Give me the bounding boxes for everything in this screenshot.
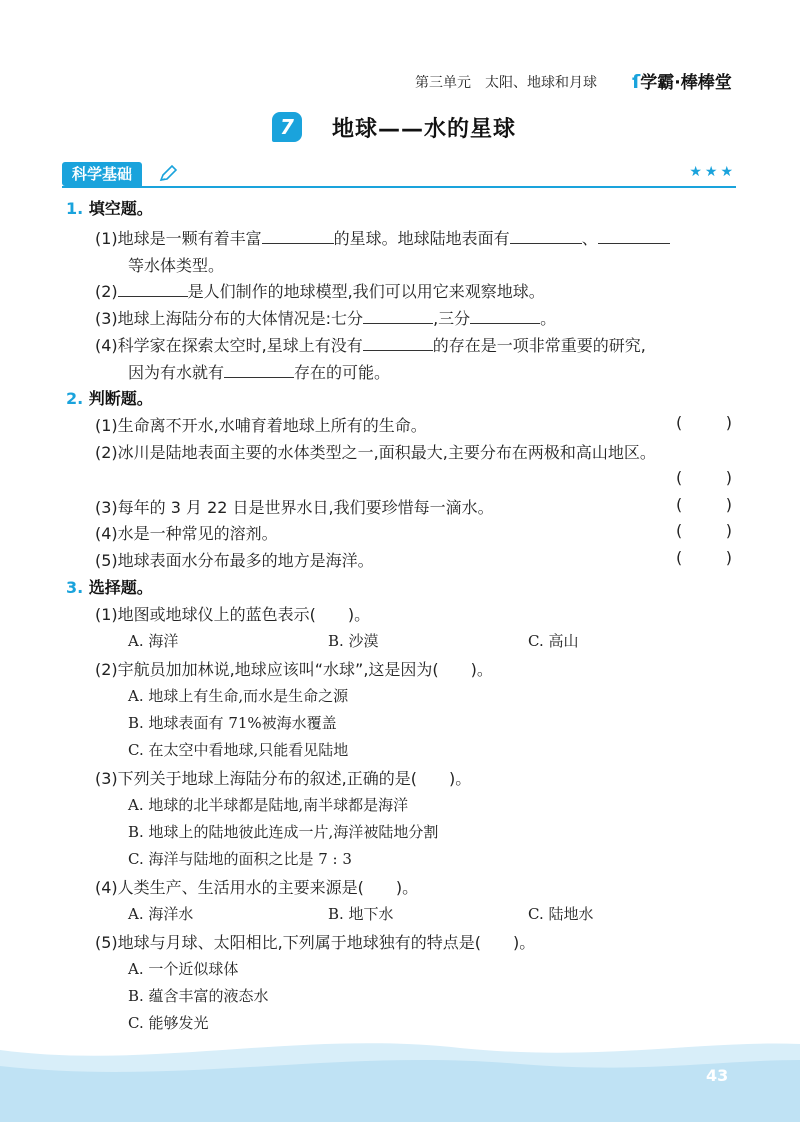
q3-4-option-b[interactable]: B. 地下水 — [328, 905, 394, 923]
q3-5-option-b[interactable]: B. 蕴含丰富的液态水 — [128, 987, 269, 1005]
q1-text: 是人们制作的地球模型,我们可以用它来观察地球。 — [187, 282, 545, 301]
page-number: 43 — [706, 1066, 729, 1085]
q3-2-option-b[interactable]: B. 地球表面有 71%被海水覆盖 — [128, 714, 337, 732]
q1-text: 。 — [540, 309, 557, 328]
q1-line-6 — [128, 360, 390, 383]
unit-header: 第三单元 太阳、地球和月球 — [415, 75, 597, 91]
q3-3-option-a[interactable]: A. 地球的北半球都是陆地,南半球都是海洋 — [128, 796, 409, 814]
q2-number: 2. — [66, 389, 84, 408]
q3-stem-3: (3)下列关于地球上海陆分布的叙述,正确的是( )。 — [95, 769, 472, 788]
paren-close: ) — [725, 548, 732, 567]
q3-stem-1: (1)地图或地球仪上的蓝色表示( )。 — [95, 605, 371, 624]
q1-number: 1. — [66, 199, 84, 218]
paren-open: ( — [676, 468, 683, 487]
graduation-cap-icon: ſ — [632, 71, 641, 93]
q3-2-option-c[interactable]: C. 在太空中看地球,只能看见陆地 — [128, 741, 349, 759]
q1-text: (2) — [95, 282, 118, 301]
q3-4-option-a[interactable]: A. 海洋水 — [128, 905, 194, 923]
q2-item-5: (5)地球表面水分布最多的地方是海洋。 — [95, 551, 374, 570]
q1-heading — [66, 196, 153, 219]
q3-2-option-a[interactable]: A. 地球上有生命,而水是生命之源 — [128, 687, 349, 705]
section-bar — [62, 162, 736, 188]
section-divider — [62, 186, 736, 188]
answer-blank[interactable] — [363, 335, 433, 351]
q1-text: 等水体类型。 — [128, 256, 225, 275]
q3-3-option-c[interactable]: C. 海洋与陆地的面积之比是 7 : 3 — [128, 850, 352, 868]
q2-heading — [66, 386, 153, 409]
q2-item-3: (3)每年的 3 月 22 日是世界水日,我们要珍惜每一滴水。 — [95, 498, 494, 517]
difficulty-stars: ★★★ — [689, 164, 736, 180]
q1-line-5 — [95, 333, 646, 356]
q1-heading-text: 填空题。 — [88, 199, 153, 218]
q1-text: 的存在是一项非常重要的研究, — [432, 336, 646, 355]
paren-open: ( — [676, 521, 683, 540]
q1-text: 、 — [581, 229, 598, 248]
q1-text: (4)科学家在探索太空时,星球上有没有 — [95, 336, 363, 355]
q3-5-option-a[interactable]: A. 一个近似球体 — [128, 960, 239, 978]
paren-open: ( — [676, 548, 683, 567]
paren-close: ) — [725, 495, 732, 514]
brand-text: 学霸·棒棒堂 — [640, 73, 732, 93]
q1-text: 因为有水就有 — [128, 363, 225, 382]
q1-text: ,三分 — [433, 309, 471, 328]
q3-5-option-c[interactable]: C. 能够发光 — [128, 1014, 209, 1032]
answer-blank[interactable] — [363, 308, 433, 324]
paren-close: ) — [725, 521, 732, 540]
q3-1-option-b[interactable]: B. 沙漠 — [328, 632, 379, 650]
q1-line-2 — [128, 253, 224, 276]
brand-logo — [632, 68, 732, 93]
q3-1-option-a[interactable]: A. 海洋 — [128, 632, 179, 650]
q3-1-option-c[interactable]: C. 高山 — [528, 632, 579, 650]
q3-stem-2: (2)宇航员加加林说,地球应该叫“水球”,这是因为( )。 — [95, 660, 493, 679]
section-label: 科学基础 — [62, 162, 142, 186]
q3-3-option-b[interactable]: B. 地球上的陆地彼此连成一片,海洋被陆地分割 — [128, 823, 439, 841]
q1-text: (3)地球上海陆分布的大体情况是:七分 — [95, 309, 364, 328]
q1-line-3 — [95, 279, 545, 302]
q3-heading — [66, 575, 153, 598]
paren-open: ( — [676, 413, 683, 432]
q1-line-1 — [95, 226, 670, 249]
paren-close: ) — [725, 413, 732, 432]
q2-heading-text: 判断题。 — [88, 389, 153, 408]
footer-wave — [0, 1030, 800, 1122]
answer-blank[interactable] — [224, 362, 294, 378]
lesson-title-bar — [0, 110, 800, 146]
q3-stem-4: (4)人类生产、生活用水的主要来源是( )。 — [95, 878, 419, 897]
paren-open: ( — [676, 495, 683, 514]
answer-blank[interactable] — [510, 228, 582, 244]
q2-item-4: (4)水是一种常见的溶剂。 — [95, 524, 278, 543]
answer-blank[interactable] — [598, 228, 670, 244]
paren-close: ) — [725, 468, 732, 487]
answer-blank[interactable] — [262, 228, 334, 244]
q1-text: 存在的可能。 — [294, 363, 391, 382]
answer-blank[interactable] — [470, 308, 540, 324]
q1-text: 的星球。地球陆地表面有 — [333, 229, 510, 248]
q2-item-2: (2)冰川是陆地表面主要的水体类型之一,面积最大,主要分布在两极和高山地区。 — [95, 443, 656, 462]
q3-4-option-c[interactable]: C. 陆地水 — [528, 905, 594, 923]
q3-number: 3. — [66, 578, 84, 597]
lesson-number-badge: 7 — [272, 112, 302, 142]
answer-blank[interactable] — [118, 281, 188, 297]
q3-stem-5: (5)地球与月球、太阳相比,下列属于地球独有的特点是( )。 — [95, 933, 536, 952]
pencil-icon — [158, 164, 178, 184]
lesson-title: 地球——水的星球 — [332, 117, 517, 142]
q1-text: (1)地球是一颗有着丰富 — [95, 229, 262, 248]
q1-line-4 — [95, 306, 556, 329]
q2-item-1: (1)生命离不开水,水哺育着地球上所有的生命。 — [95, 416, 427, 435]
q3-heading-text: 选择题。 — [88, 578, 153, 597]
